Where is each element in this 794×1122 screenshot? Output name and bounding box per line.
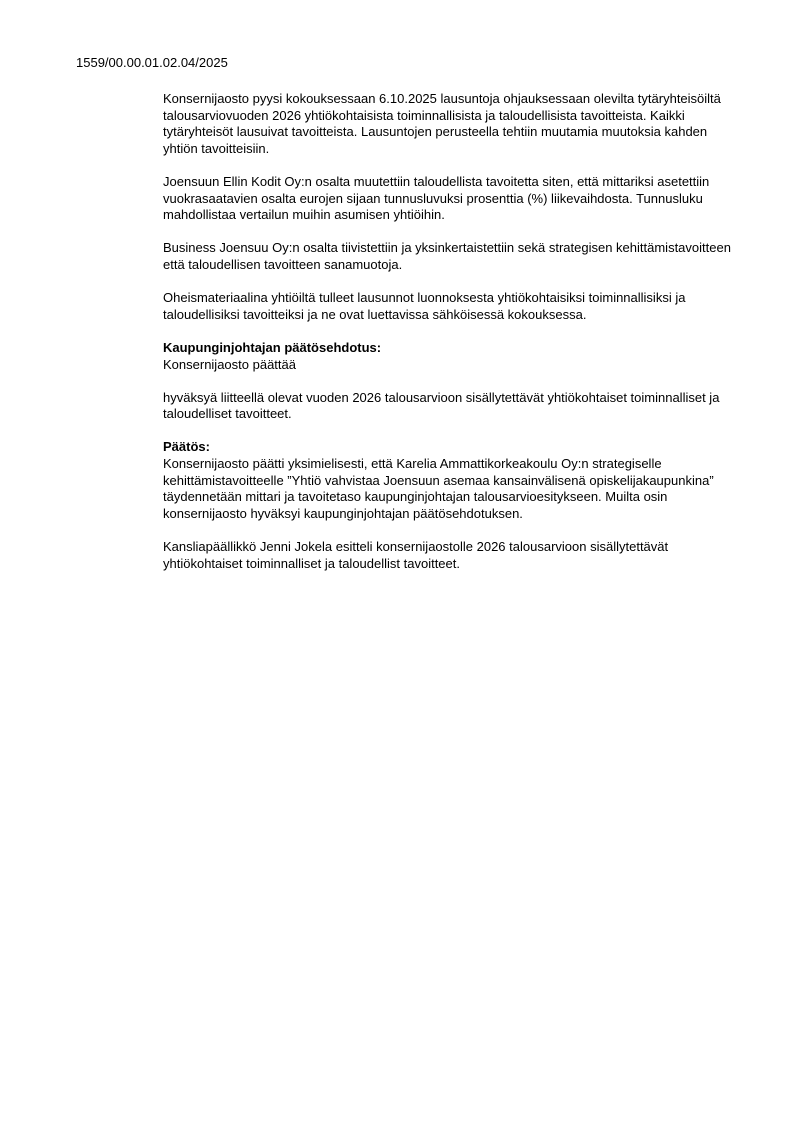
- paragraph-ellin-kodit: Joensuun Ellin Kodit Oy:n osalta muutettiin taloudellista tavoitetta siten, että mittariksi asetettiin vuokrasaatavien osalta eurojen sijaan tunnusluvuksi prosenttia (%) liikevaihdosta. Tunnusluku mahdollistaa vertailun muihin asumisen yhtiöihin.: [163, 173, 710, 223]
- proposal-text: hyväksyä liitteellä olevat vuoden 2026 talousarvioon sisällytettävät yhtiökohtaiset toiminnalliset ja taloudelliset tavoitteet.: [163, 389, 720, 422]
- proposal-intro: Konsernijaosto päättää: [163, 356, 296, 372]
- paragraph-attachments: Oheismateriaalina yhtiöiltä tulleet lausunnot luonnoksesta yhtiökohtaisiksi toiminnallisiksi ja taloudellisiksi tavoitteiksi ja ne ovat luettavissa sähköisessä kokouksessa.: [163, 290, 686, 322]
- document-body: [163, 91, 743, 572]
- presenter-note: Kansliapäällikkö Jenni Jokela esitteli konsernijaostolle 2026 talousarvioon sisällytettävät yhtiökohtaiset toiminnalliset ja taloudellist tavoitteet.: [163, 539, 669, 571]
- paragraph-background: Konsernijaosto pyysi kokouksessaan 6.10.2025 lausuntoja ohjauksessaan olevilta tytäryhteisöiltä talousarviovuoden 2026 yhtiökohtaisista toiminnallisista ja taloudellisista tavoitteista. Kaikki tytäryhteisöt lausuivat tavoitteista. Lausuntojen perusteella tehtiin muutamia muutoksia kahden yhtiön tavoitteisiin.: [163, 91, 721, 156]
- document-reference-number: 1559/00.00.01.02.04/2025: [76, 55, 228, 70]
- proposal-heading: Kaupunginjohtajan päätösehdotus:: [163, 339, 382, 355]
- decision-text: Konsernijaosto päätti yksimielisesti, että Karelia Ammattikorkeakoulu Oy:n strategiselle kehittämistavoitteelle ”Yhtiö vahvistaa Joensuun asemaa kansainvälisenä opiskelijakaupunkina” täydennetään mittari ja tavoitetaso kaupunginjohtajan talousarvioesitykseen. Muilta osin konsernijaosto hyväksyi kaupunginjohtajan päätösehdotuksen.: [163, 456, 714, 521]
- decision-heading: Päätös:: [163, 439, 210, 455]
- paragraph-business-joensuu: Business Joensuu Oy:n osalta tiivistettiin ja yksinkertaistettiin sekä strategisen kehittämistavoitteen että taloudellisen tavoitteen sanamuotoja.: [163, 240, 731, 272]
